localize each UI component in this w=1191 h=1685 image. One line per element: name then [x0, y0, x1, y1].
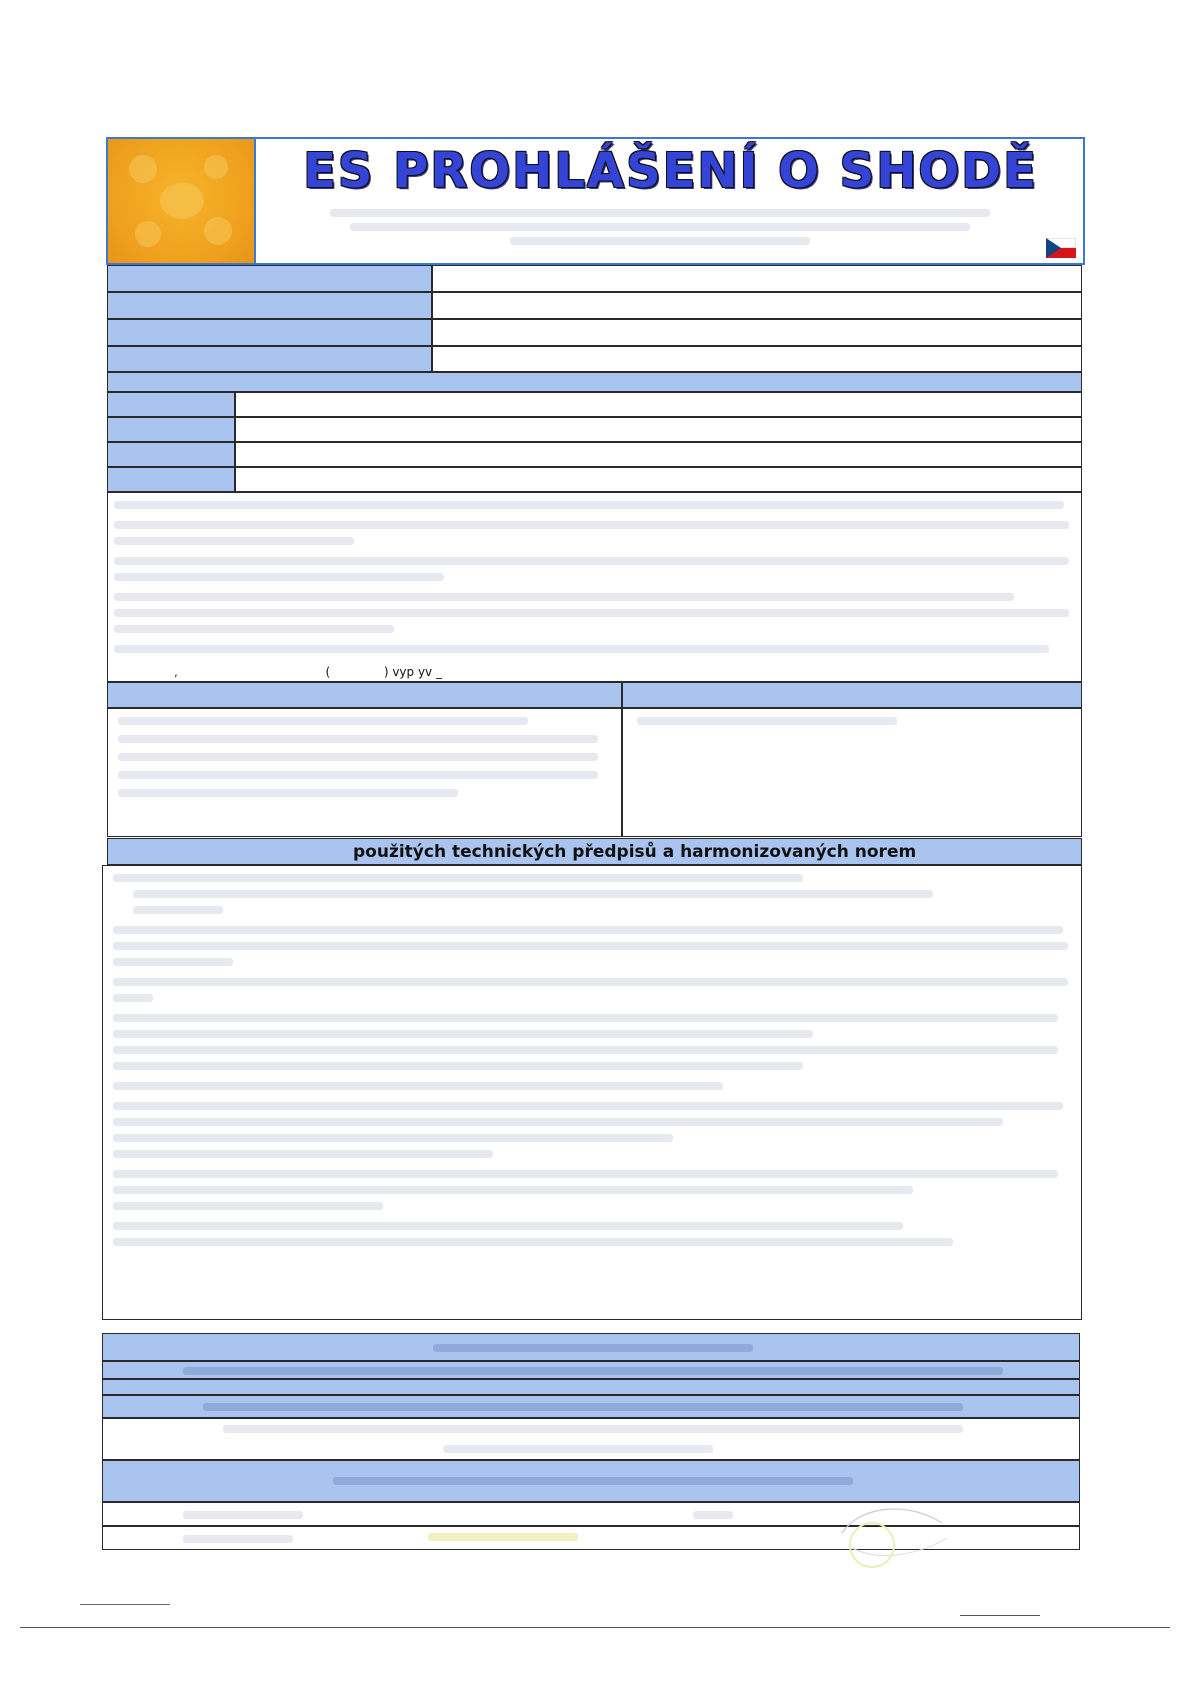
product-label-2 — [107, 417, 235, 442]
left-column-body — [107, 708, 622, 837]
title-text: ES PROHLÁŠENÍ O SHODĚ — [303, 143, 1038, 199]
product-value-3 — [235, 442, 1082, 467]
footer-row-3 — [102, 1379, 1080, 1395]
footer-row-1 — [102, 1333, 1080, 1361]
product-value-4 — [235, 467, 1082, 492]
fragment-text: ) vyp yv — [383, 665, 433, 679]
footer-row-5 — [102, 1418, 1080, 1460]
footer-row-2 — [102, 1361, 1080, 1379]
field-label-2 — [107, 292, 432, 319]
right-column-header — [622, 682, 1082, 708]
bottom-rule-mark — [80, 1604, 170, 1605]
left-column-header — [107, 682, 622, 708]
eu-emblem-icon — [108, 139, 256, 263]
czech-flag-icon — [1046, 238, 1076, 258]
bottom-rule — [20, 1627, 1170, 1628]
product-label-3 — [107, 442, 235, 467]
description-block — [107, 492, 1082, 682]
product-label-1 — [107, 392, 235, 417]
field-value-4 — [432, 346, 1082, 372]
field-label-1 — [107, 265, 432, 292]
field-value-1 — [432, 265, 1082, 292]
footer-row-4 — [102, 1395, 1080, 1418]
product-rows — [107, 392, 1082, 492]
fields-block — [107, 265, 1082, 372]
bottom-rule-mark-right — [960, 1615, 1040, 1616]
two-column-block — [107, 682, 1082, 837]
standards-section-title: použitých technických předpisů a harmonizovaných norem — [353, 842, 917, 862]
product-value-1 — [235, 392, 1082, 417]
field-value-2 — [432, 292, 1082, 319]
field-value-3 — [432, 319, 1082, 346]
product-section-header — [107, 372, 1082, 392]
description-fragment: , ( ) vyp yv _ — [174, 665, 442, 679]
standards-body — [102, 865, 1082, 1320]
right-column-body — [622, 708, 1082, 837]
product-value-2 — [235, 417, 1082, 442]
fragment-open-paren: ( — [325, 665, 331, 679]
eu-emblem — [108, 139, 256, 263]
product-label-4 — [107, 467, 235, 492]
document-title — [256, 143, 1085, 199]
field-label-4 — [107, 346, 432, 372]
standards-section-header — [107, 838, 1082, 865]
field-label-3 — [107, 319, 432, 346]
footer-block — [102, 1333, 1080, 1558]
signature-stamp — [822, 1493, 962, 1573]
